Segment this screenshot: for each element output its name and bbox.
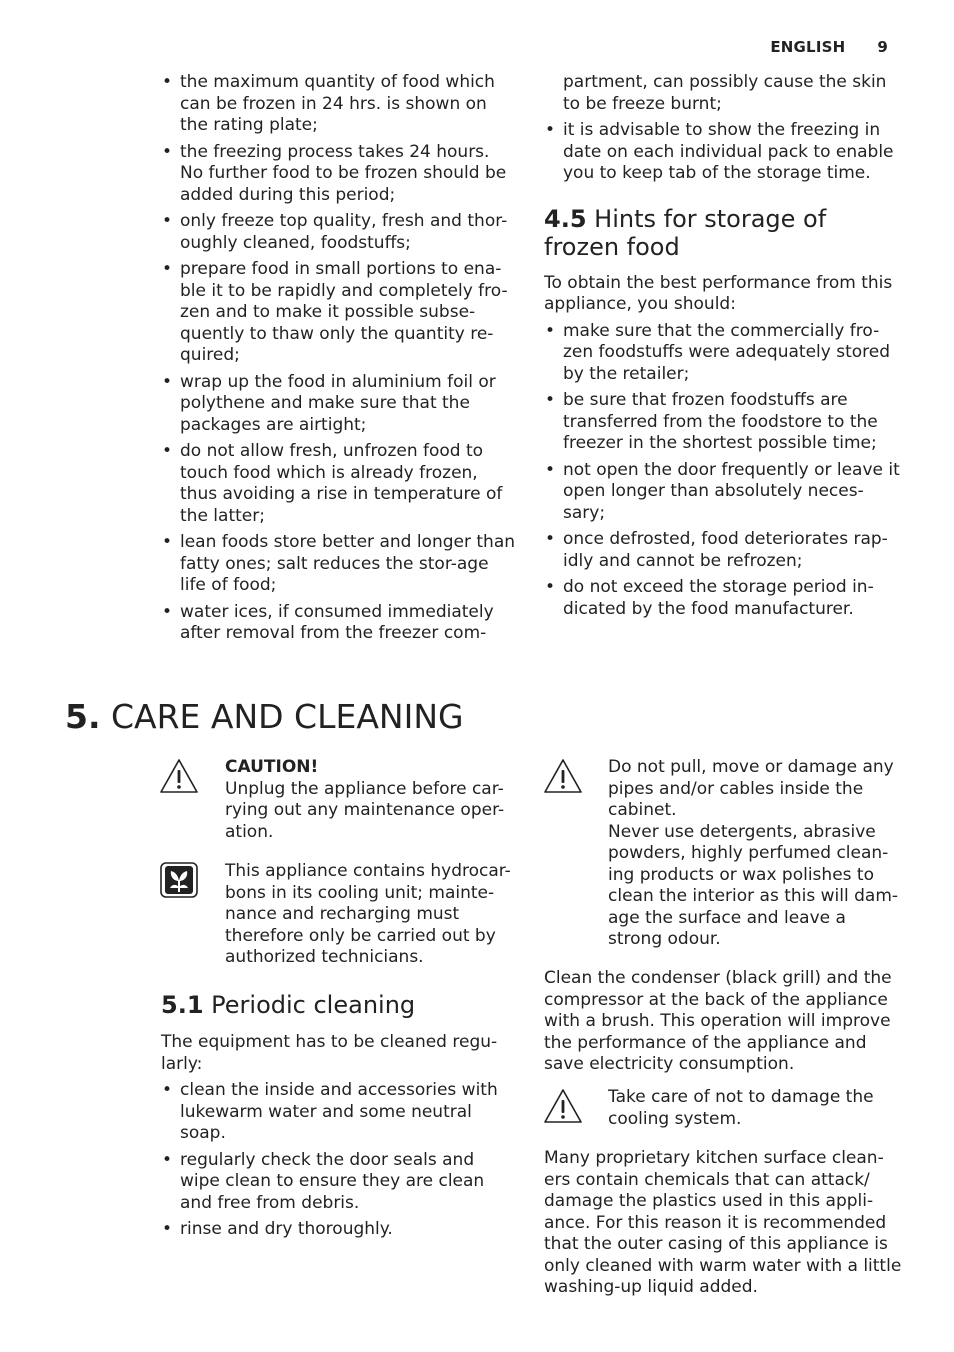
list-item: • lean foods store better and longer than fatty ones; salt reduces the stor-age life of food; — [161, 532, 516, 597]
caution-title: CAUTION! — [225, 757, 319, 777]
section-number: 4.5 — [544, 204, 587, 233]
list-item: • wrap up the food in aluminium foil or polythene and make sure that the packages are airtight; — [161, 372, 516, 437]
section-heading-5-1 — [161, 991, 517, 1019]
cleaning-steps-list — [161, 1080, 517, 1241]
list-item: • only freeze top quality, fresh and thor-oughly cleaned, foodstuffs; — [161, 211, 516, 254]
list-item: • clean the inside and accessories with lukewarm water and some neutral soap. — [161, 1080, 517, 1145]
list-item: • regularly check the door seals and wipe clean to ensure they are clean and free from debris. — [161, 1150, 517, 1215]
continuation-text: partment, can possibly cause the skin to be freeze burnt; — [563, 72, 887, 114]
chapter-number: 5. — [65, 697, 101, 736]
warning-cooling-text: Take care of not to damage the cooling system. — [608, 1087, 874, 1129]
list-item: • rinse and dry thoroughly. — [161, 1219, 517, 1241]
page-header — [770, 38, 888, 56]
environment-note — [225, 861, 517, 969]
section-number: 5.1 — [161, 991, 204, 1019]
section-intro: The equipment has to be cleaned regu-larly: — [161, 1032, 498, 1074]
chapter-title: CARE AND CLEANING — [111, 697, 464, 736]
language-label: ENGLISH — [770, 38, 846, 56]
page-number: 9 — [877, 38, 888, 56]
warning-triangle-icon — [159, 758, 199, 794]
list-item: • do not allow fresh, unfrozen food to touch food which is already frozen, thus avoiding a rise in temperature of the latter; — [161, 441, 516, 527]
list-item: • water ices, if consumed immediately after removal from the freezer com- — [161, 602, 516, 645]
section-title: Hints for storage of frozen food — [544, 204, 827, 261]
section-title: Periodic cleaning — [211, 991, 416, 1019]
warning-cooling-block — [608, 1087, 900, 1130]
environment-icon — [160, 862, 198, 898]
warning-pipes-text: Do not pull, move or damage any pipes and/or cables inside the cabinet. — [608, 757, 894, 820]
freezing-tips-list — [161, 72, 516, 645]
list-item: • prepare food in small portions to ena-ble it to be rapidly and completely fro-zen and to make it possible subse-quently to thaw only the quantity re-quired; — [161, 259, 516, 367]
caution-text: Unplug the appliance before car-rying out any maintenance oper-ation. — [225, 778, 505, 842]
list-item: • be sure that frozen foodstuffs are transferred from the foodstore to the freezer in the shortest possible time; — [544, 390, 900, 455]
environment-text: This appliance contains hydrocar-bons in its cooling unit; mainte-nance and recharging must therefore only be carried out by authorized technicians. — [225, 861, 511, 967]
left-column-top — [161, 72, 516, 650]
freezing-tips-list-cont — [544, 120, 900, 185]
closing-text: Many proprietary kitchen surface clean-ers contain chemicals that can attack/ damage the plastics used in this appli-ance. For this reason it is recommended that the outer casing of this appliance is only cleaned with warm water with a little washing-up liquid added. — [544, 1148, 902, 1297]
warning-triangle-icon — [543, 758, 583, 794]
warning-detergents-text: Never use detergents, abrasive powders, highly perfumed clean-ing products or wax polishes to clean the interior as this will dam-age the surface and leave a strong odour. — [608, 821, 899, 949]
list-item: • not open the door frequently or leave it open longer than absolutely neces-sary; — [544, 460, 900, 525]
list-item: • the freezing process takes 24 hours. No further food to be frozen should be added during this period; — [161, 142, 516, 207]
closing-paragraph — [544, 1148, 902, 1299]
condenser-paragraph — [544, 968, 902, 1076]
warning-pipes-block — [608, 757, 900, 951]
list-item: • it is advisable to show the freezing in date on each individual pack to enable you to keep tab of the storage time. — [544, 120, 900, 185]
list-item: • make sure that the commercially fro-zen foodstuffs were adequately stored by the retailer; — [544, 321, 900, 386]
storage-hints-list — [544, 321, 900, 621]
list-item: • do not exceed the storage period in-dicated by the food manufacturer. — [544, 577, 900, 620]
section-5-1 — [161, 991, 517, 1246]
section-heading-4-5 — [544, 205, 900, 261]
list-item: • the maximum quantity of food which can be frozen in 24 hrs. is shown on the rating plate; — [161, 72, 516, 137]
caution-block — [225, 757, 515, 843]
warning-triangle-icon — [543, 1088, 583, 1124]
right-column-top — [544, 72, 900, 625]
chapter-heading — [65, 697, 464, 737]
list-item: • once defrosted, food deteriorates rap-idly and cannot be refrozen; — [544, 529, 900, 572]
section-intro: To obtain the best performance from this appliance, you should: — [544, 272, 893, 314]
condenser-text: Clean the condenser (black grill) and the compressor at the back of the appliance with a brush. This operation will improve the performance of the appliance and save electricity consumption. — [544, 968, 892, 1074]
